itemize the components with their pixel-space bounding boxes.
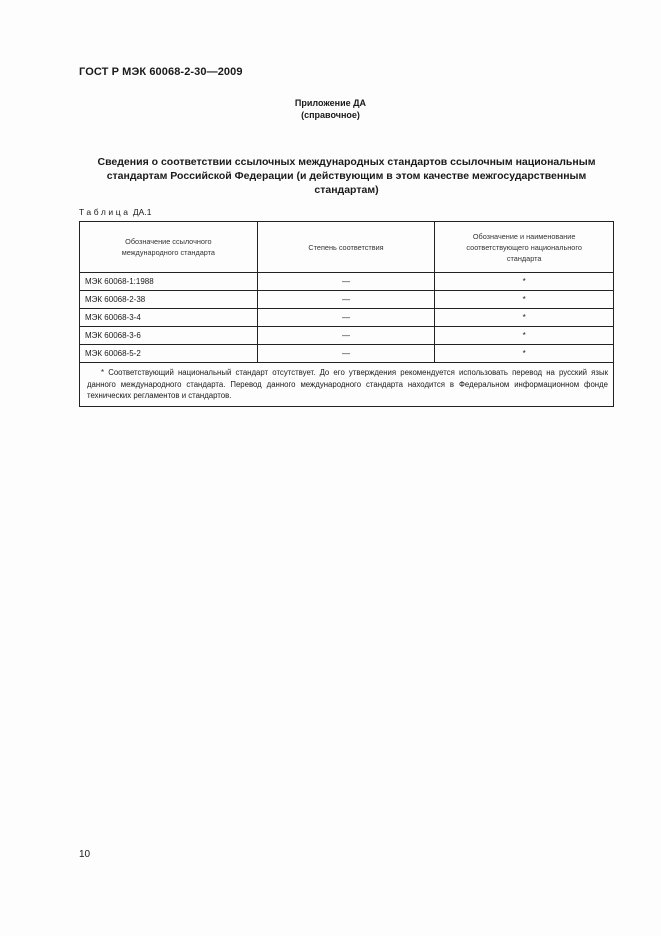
table-footnote-row [80, 363, 614, 407]
header-national-standard-line-2: соответствующего национального [466, 242, 582, 252]
header-degree-label: Степень соответствия [308, 242, 384, 252]
cell-national: * [435, 309, 614, 327]
section-heading [70, 155, 623, 197]
header-reference-standard-line-2: международного стандарта [121, 248, 215, 257]
heading-line-2: стандартам Российской Федерации (и действующим в этом качестве межгосударственным [106, 170, 587, 182]
cell-national: * [435, 291, 614, 309]
heading-line-3: стандартам) [314, 184, 379, 196]
cell-standard-code: МЭК 60068-2-38 [80, 291, 258, 309]
heading-line-1: Сведения о соответствии ссылочных международных стандартов ссылочным национальным [97, 156, 596, 168]
header-national-standard-line-1: Обозначение и наименование [472, 231, 576, 241]
annex-block [0, 97, 661, 121]
cell-standard-code: МЭК 60068-3-4 [80, 309, 258, 327]
table-row [80, 345, 614, 363]
header-national-standard-line-3: стандарта [506, 253, 542, 263]
table-row [80, 273, 614, 291]
table-footnote [80, 363, 614, 407]
table-caption [79, 207, 151, 217]
page-number: 10 [79, 849, 91, 860]
table-row [80, 291, 614, 309]
table-caption-number: ДА.1 [132, 207, 152, 217]
table-row [80, 309, 614, 327]
table-header-row [80, 222, 614, 273]
header-national-standard [435, 222, 614, 273]
footnote-text: * Соответствующий национальный стандарт отсутствует. До его утверждения рекомендуется использовать перевод на русский язык данного международного стандарта. Перевод данного международного стандарта находится в Федеральном информационном фонде технических регламентов и стандартов. [87, 368, 608, 400]
cell-standard-code: МЭК 60068-1:1988 [80, 273, 258, 291]
cell-national: * [435, 273, 614, 291]
annex-type: (справочное) [301, 110, 360, 120]
header-reference-standard-line-1: Обозначение ссылочного [125, 237, 212, 246]
cell-degree: — [257, 273, 435, 291]
cell-degree: — [257, 345, 435, 363]
header-reference-standard [80, 222, 258, 273]
cell-standard-code: МЭК 60068-3-6 [80, 327, 258, 345]
cell-national: * [435, 327, 614, 345]
cell-national: * [435, 345, 614, 363]
table-row [80, 327, 614, 345]
document-code: ГОСТ Р МЭК 60068-2-30—2009 [79, 66, 243, 78]
cell-degree: — [257, 291, 435, 309]
cell-degree: — [257, 309, 435, 327]
cell-degree: — [257, 327, 435, 345]
cell-standard-code: МЭК 60068-5-2 [80, 345, 258, 363]
table-caption-word: Таблица [79, 207, 131, 217]
annex-title: Приложение ДА [294, 98, 367, 108]
header-degree [257, 222, 435, 273]
correspondence-table [79, 221, 614, 407]
